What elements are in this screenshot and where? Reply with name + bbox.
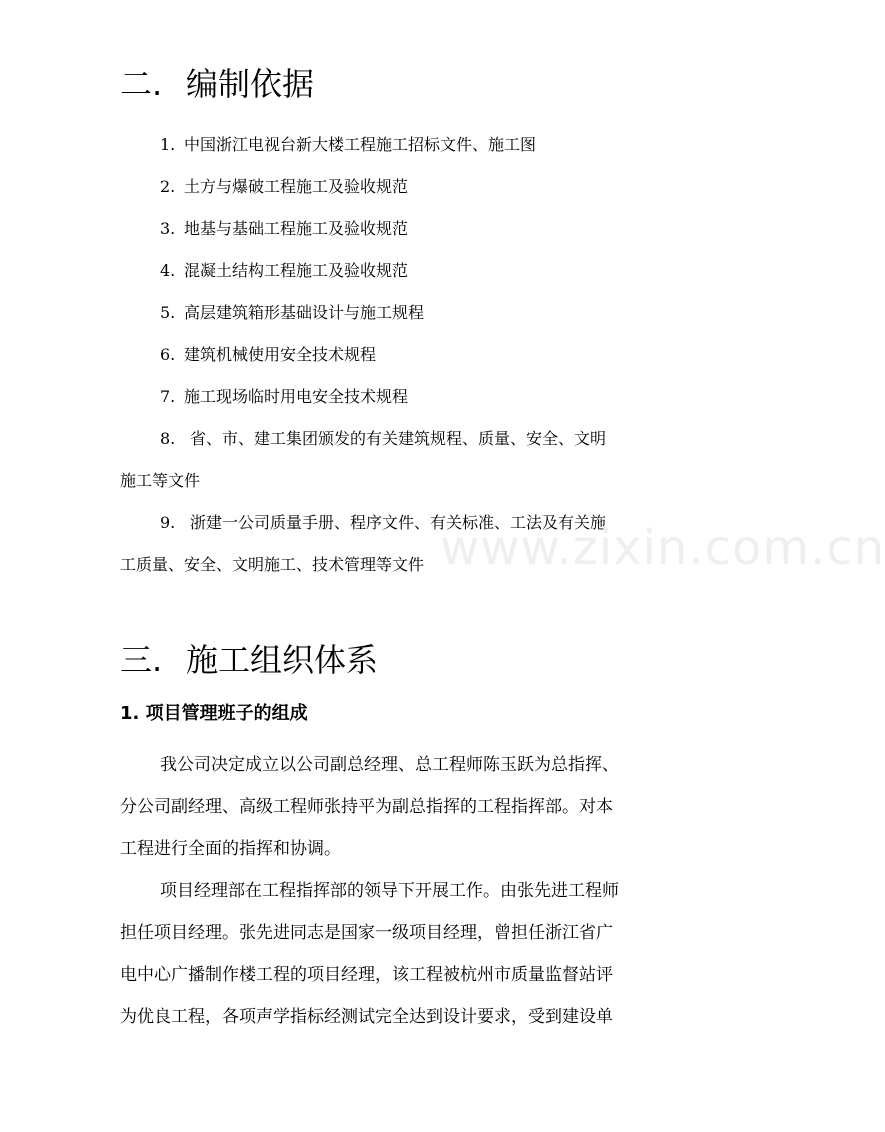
list-item: 3. 地基与基础工程施工及验收规范	[160, 219, 409, 238]
section3-title: 施工组织体系	[186, 641, 379, 679]
section2-heading	[120, 62, 314, 106]
section3-number: 三.	[120, 641, 163, 679]
list-item: 6. 建筑机械使用安全技术规程	[160, 345, 377, 364]
list-item: 5. 高层建筑箱形基础设计与施工规程	[160, 303, 425, 322]
list-item: 7. 施工现场临时用电安全技术规程	[160, 387, 409, 406]
subsection-heading: 1. 项目管理班子的组成	[120, 703, 308, 724]
section2-title: 编制依据	[186, 65, 315, 103]
paragraph: 项目经理部在工程指挥部的领导下开展工作。由张先进工程师 担任项目经理。张先进同志是国家一级项目经理，曾担任浙江省广 电中心广播制作楼工程的项目经理，该工程被杭州市质量监督站评 为优良工程，各项声学指标经测试完全达到设计要求，受到建设单	[120, 881, 619, 1027]
list-item: 4. 混凝土结构工程施工及验收规范	[160, 261, 409, 280]
list-item: 8. 省、市、建工集团颁发的有关建筑规程、质量、安全、文明	[160, 429, 607, 448]
list-item: 2. 土方与爆破工程施工及验收规范	[160, 177, 409, 196]
list-item: 9. 浙建一公司质量手册、程序文件、有关标准、工法及有关施	[160, 513, 607, 532]
list-item-continuation: 工质量、安全、文明施工、技术管理等文件	[120, 555, 425, 574]
list-item: 1. 中国浙江电视台新大楼工程施工招标文件、施工图	[160, 135, 537, 154]
section2-number: 二.	[120, 65, 163, 103]
paragraph: 我公司决定成立以公司副总经理、总工程师陈玉跃为总指挥、 分公司副经理、高级工程师张持平为副总指挥的工程指挥部。对本 工程进行全面的指挥和协调。	[120, 755, 619, 859]
list-item-continuation: 施工等文件	[120, 471, 201, 490]
section3-heading	[120, 638, 378, 682]
watermark: www.zixin.com.cn	[440, 520, 885, 576]
